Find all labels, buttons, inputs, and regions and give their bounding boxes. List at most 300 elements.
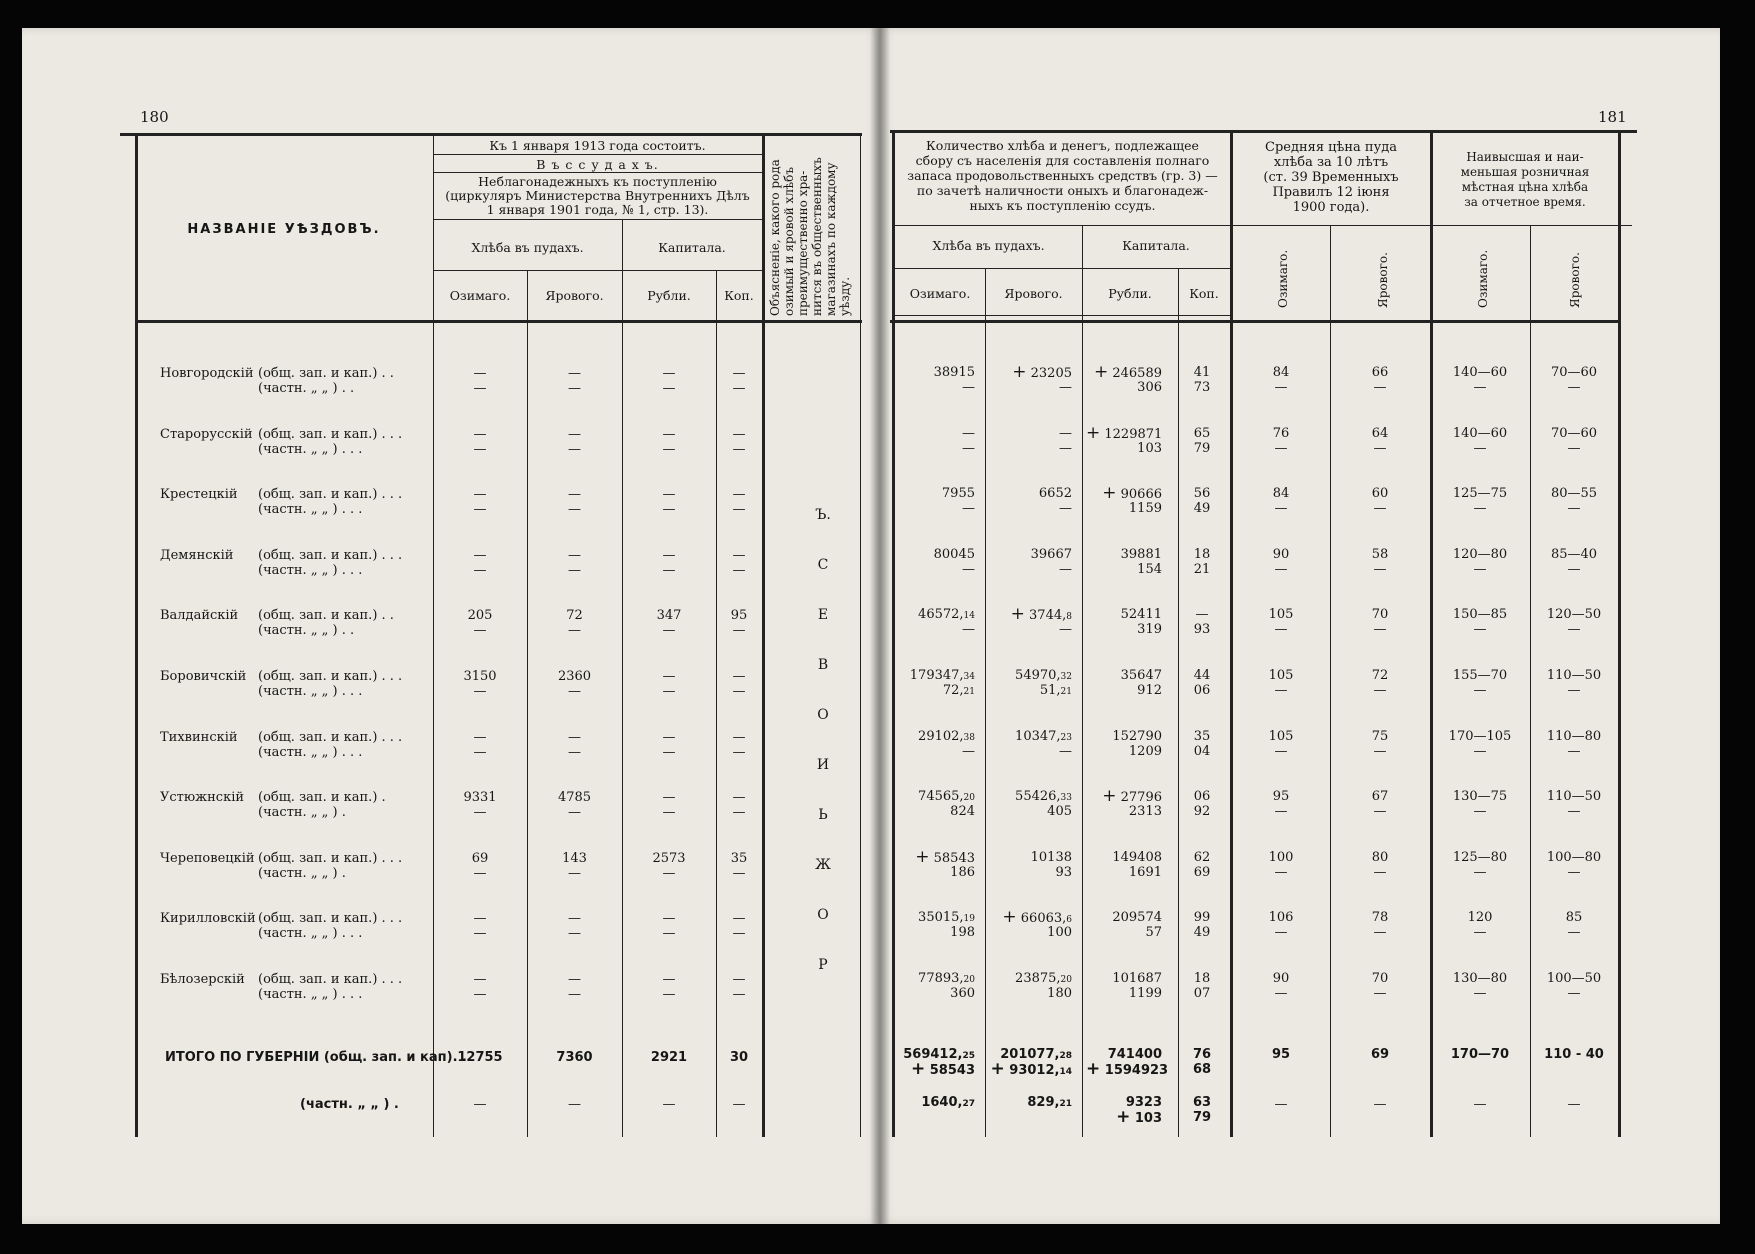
price-dash: — <box>1373 380 1387 395</box>
spring-header-3: Ярового. <box>1376 252 1390 308</box>
price-dash: — <box>1473 440 1487 456</box>
loan-value-private: — <box>473 441 487 457</box>
loan-value-private: — <box>732 684 746 699</box>
page-number-left: 180 <box>140 108 169 126</box>
due-value: + 58543 <box>915 846 975 867</box>
due-value: 38915 <box>933 365 975 380</box>
loan-value-private: — <box>732 381 746 396</box>
due-value-private: — <box>962 743 975 759</box>
price-value: 150—85 <box>1452 607 1508 623</box>
loan-value: — <box>662 911 676 927</box>
vertical-note-letter: О <box>817 907 829 923</box>
loan-value: — <box>473 426 487 442</box>
spring-header: Ярового. <box>545 288 604 303</box>
total-price-value-private: — <box>1473 1097 1487 1112</box>
total-loan-value: 30 <box>729 1050 749 1065</box>
loan-value-private: — <box>568 987 581 1002</box>
loan-value-private: — <box>732 623 746 639</box>
total-due-value-4: 79 <box>1192 1110 1212 1125</box>
due-value-private: 69 <box>1193 864 1211 880</box>
due-value-private: 306 <box>1137 380 1162 395</box>
price-dash: — <box>1373 501 1387 517</box>
kopecks-header-2: Коп. <box>1189 286 1219 301</box>
row-qualifier-public: (общ. зап. и кап.) . . . <box>258 972 403 987</box>
price-dash: — <box>1567 561 1581 577</box>
price-dash: — <box>1274 561 1288 577</box>
row-qualifier-public: (общ. зап. и кап.) . . . <box>258 669 403 684</box>
loan-value: — <box>732 729 746 745</box>
price-dash: — <box>1373 804 1387 820</box>
price-dash: — <box>1473 804 1487 820</box>
vertical-note-letter: Ж <box>815 857 831 873</box>
price-dash: — <box>1567 743 1581 759</box>
due-value: — <box>1059 425 1072 441</box>
loan-value: 72 <box>566 608 583 624</box>
price-dash: — <box>1567 925 1581 941</box>
price-dash: — <box>1473 925 1487 941</box>
due-value: 55426,33 <box>1015 789 1072 805</box>
winter-header: Озимаго. <box>449 288 511 303</box>
due-value: 6652 <box>1038 486 1072 502</box>
loan-value: 95 <box>730 608 748 624</box>
loan-value-private: — <box>568 502 581 518</box>
loan-value-private: — <box>568 926 581 942</box>
loan-value: — <box>662 729 676 745</box>
price-value: 130—80 <box>1452 971 1508 986</box>
price-value: 85—40 <box>1550 546 1598 562</box>
district-column-title: НАЗВАНІЕ УѢЗДОВЪ. <box>187 222 381 237</box>
total-price-value: 110 - 40 <box>1544 1047 1604 1062</box>
row-qualifier-public: (общ. зап. и кап.) . . . <box>258 547 403 563</box>
loan-value-private: — <box>732 744 746 760</box>
spring-header-4: Ярового. <box>1568 252 1582 308</box>
due-value-private: 49 <box>1193 925 1211 941</box>
due-value-private: — <box>1059 561 1072 577</box>
row-qualifier-private: (частн. „ „ ) . <box>258 865 346 881</box>
winter-header-2: Озимаго. <box>909 286 971 301</box>
price-value: 90 <box>1272 971 1290 986</box>
due-value-private: 73 <box>1193 380 1211 395</box>
price-dash: — <box>1567 380 1581 395</box>
price-value: 110—50 <box>1546 789 1602 805</box>
loan-value: — <box>662 790 676 806</box>
loan-value-private: — <box>662 805 676 821</box>
total-loan-value: 12755 <box>457 1050 503 1065</box>
total-due-value-3: 63 <box>1192 1095 1212 1110</box>
loan-value: — <box>473 487 487 503</box>
price-dash: — <box>1373 743 1387 759</box>
due-value-private: 07 <box>1193 986 1211 1001</box>
loan-value: — <box>473 972 487 987</box>
due-value-private: 405 <box>1047 804 1072 820</box>
loan-value-private: — <box>662 684 676 699</box>
price-value: 80—55 <box>1550 486 1598 502</box>
due-value-private: 49 <box>1193 501 1211 517</box>
price-value: 125—80 <box>1452 849 1508 865</box>
total-due-value-2: 68 <box>1192 1062 1212 1077</box>
loan-value: 69 <box>471 850 489 866</box>
grain-poods-header: Хлѣба въ пудахъ. <box>471 240 584 255</box>
loan-value: 2360 <box>557 669 592 684</box>
vertical-note-letter: Е <box>817 607 829 623</box>
loan-value-private: — <box>568 744 581 760</box>
loan-value-private: — <box>568 684 581 699</box>
price-dash: — <box>1373 683 1387 698</box>
price-dash: — <box>1567 440 1581 456</box>
loan-value: — <box>732 972 746 987</box>
loan-value-private: — <box>662 562 676 578</box>
page-number-right: 181 <box>1598 108 1627 126</box>
price-value: 100 <box>1268 849 1294 865</box>
loan-value: 3150 <box>463 669 497 684</box>
loan-value-private: — <box>662 441 676 457</box>
district-name: Валдайскій <box>160 608 239 624</box>
loan-value-private: — <box>662 926 676 942</box>
kopecks-header: Коп. <box>724 288 754 303</box>
price-value: 105 <box>1268 668 1294 683</box>
price-value: 58 <box>1371 546 1389 562</box>
district-name: Кирилловскій <box>160 911 256 927</box>
price-dash: — <box>1473 561 1487 577</box>
loan-value: — <box>473 729 487 745</box>
vertical-note-letter: И <box>816 757 830 773</box>
district-name: Устюжнскій <box>160 790 245 806</box>
due-value: 44 <box>1193 668 1211 683</box>
price-dash: — <box>1567 501 1581 517</box>
due-value-private: 180 <box>1047 986 1072 1001</box>
grain-poods-header-2: Хлѣба въ пудахъ. <box>932 238 1045 253</box>
total-loan-value: 2921 <box>650 1050 688 1065</box>
due-value: 149408 <box>1112 849 1162 865</box>
row-qualifier-public: (общ. зап. и кап.) . . <box>258 608 394 624</box>
total-due-value-3: 829,21 <box>1027 1095 1072 1110</box>
due-value: 10138 <box>1030 849 1072 865</box>
price-dash: — <box>1473 864 1487 880</box>
price-dash: — <box>1274 743 1288 759</box>
total-loan-value-private: — <box>662 1097 676 1112</box>
due-value-private: — <box>962 561 975 577</box>
capital-header: Капитала. <box>658 240 726 255</box>
loan-value-private: — <box>662 502 676 518</box>
total-price-value-private: — <box>1373 1097 1387 1112</box>
total-price-value-private: — <box>1567 1097 1581 1112</box>
loan-value-private: — <box>473 926 487 942</box>
price-value: 120—80 <box>1452 546 1508 562</box>
loan-value: — <box>473 366 487 381</box>
price-value: 70—60 <box>1550 365 1598 380</box>
loan-value: — <box>732 366 746 381</box>
loan-value: — <box>568 426 581 442</box>
due-value: + 246589 <box>1093 362 1162 382</box>
district-name: Боровичскій <box>160 669 247 684</box>
due-value-private: — <box>1059 440 1072 456</box>
loan-value: — <box>732 790 746 806</box>
due-value-private: — <box>1059 743 1072 759</box>
due-value-private: 1199 <box>1128 986 1162 1001</box>
district-name: Демянскій <box>160 547 234 563</box>
total-price-value-private: — <box>1274 1097 1288 1112</box>
vertical-note-letter: Ъ. <box>815 507 831 523</box>
price-dash: — <box>1567 683 1581 698</box>
total-due-value: 76 <box>1192 1047 1212 1062</box>
loan-value: — <box>732 426 746 442</box>
price-dash: — <box>1274 380 1288 395</box>
due-value: + 23205 <box>1012 362 1072 382</box>
row-qualifier-public: (общ. зап. и кап.) . . <box>258 366 394 381</box>
rubles-header: Рубли. <box>647 288 691 303</box>
district-name: Бѣлозерскій <box>160 972 245 987</box>
loan-value: — <box>732 669 746 684</box>
price-value: 100—80 <box>1546 849 1602 865</box>
due-value: 23875,20 <box>1015 971 1072 986</box>
loan-value-private: — <box>662 865 676 881</box>
price-dash: — <box>1373 440 1387 456</box>
due-value-private: 154 <box>1137 561 1162 577</box>
due-value-private: 912 <box>1137 683 1162 698</box>
total-label-private: (частн. „ „ ) . <box>300 1097 399 1112</box>
capital-header-2: Капитала. <box>1122 238 1190 253</box>
row-qualifier-private: (частн. „ „ ) . . <box>258 623 355 639</box>
total-due-value-2: + 1594923 <box>1086 1059 1169 1079</box>
due-value: 101687 <box>1112 971 1162 986</box>
price-value: 64 <box>1371 425 1389 441</box>
loan-value-private: — <box>473 865 487 881</box>
price-value: 76 <box>1272 425 1290 441</box>
due-value: 152790 <box>1112 728 1162 744</box>
due-value-private: 1209 <box>1128 743 1162 759</box>
price-dash: — <box>1274 501 1288 517</box>
due-value-private: 57 <box>1145 925 1162 941</box>
price-dash: — <box>1373 561 1387 577</box>
winter-header-4: Озимаго. <box>1476 249 1490 308</box>
loan-value: 205 <box>467 608 493 624</box>
due-value-private: — <box>962 440 975 456</box>
due-value: 10347,23 <box>1015 728 1072 744</box>
price-dash: — <box>1473 622 1487 638</box>
row-qualifier-private: (частн. „ „ ) . . . <box>258 987 363 1002</box>
price-value: 100—50 <box>1546 971 1602 986</box>
amount-due-header: Количество хлѣба и денегъ, подлежащее сбору съ населенія для составленія полнаго запаса продовольственныхъ средствъ (гр. 3) — по зачетѣ наличности оныхъ и благонадеж- ныхъ къ поступленію ссудъ. <box>907 138 1218 213</box>
price-dash: — <box>1373 622 1387 638</box>
price-value: 78 <box>1371 910 1389 926</box>
loan-value-private: — <box>732 562 746 578</box>
due-value: 39881 <box>1120 546 1162 562</box>
loan-value: — <box>473 547 487 563</box>
total-loan-value-private: — <box>568 1097 581 1112</box>
price-value: 84 <box>1272 486 1290 502</box>
loan-value: — <box>568 547 581 563</box>
row-qualifier-public: (общ. зап. и кап.) . <box>258 790 386 806</box>
vertical-note-letter: Р <box>818 957 828 973</box>
spring-header-2: Ярового. <box>1004 286 1063 301</box>
due-value: + 1229871 <box>1086 422 1163 443</box>
loan-value-private: — <box>473 502 487 518</box>
total-price-value: 69 <box>1370 1047 1390 1062</box>
row-qualifier-private: (частн. „ „ ) . . . <box>258 562 363 578</box>
loan-value-private: — <box>568 865 581 881</box>
total-due-value-2: + 93012,14 <box>990 1059 1072 1079</box>
due-value-private: — <box>1059 380 1072 395</box>
total-due-value-3: 1640,27 <box>921 1095 975 1110</box>
price-value: 140—60 <box>1452 425 1508 441</box>
price-value: 120—50 <box>1546 607 1602 623</box>
price-value: 85 <box>1565 910 1583 926</box>
vertical-note-letter: Ь <box>818 807 828 823</box>
due-value-private: 1159 <box>1128 501 1162 517</box>
price-value: 70—60 <box>1550 425 1598 441</box>
loan-value-private: — <box>568 441 581 457</box>
due-value-private: 824 <box>950 804 975 820</box>
row-qualifier-private: (частн. „ „ ) . . . <box>258 926 363 942</box>
loan-value-private: — <box>732 805 746 821</box>
price-value: 130—75 <box>1452 789 1508 805</box>
price-value: 80 <box>1371 849 1389 865</box>
due-value: — <box>1195 607 1209 623</box>
loan-value-private: — <box>662 381 676 396</box>
price-value: 60 <box>1371 486 1389 502</box>
total-due-value: 569412,25 <box>903 1047 975 1062</box>
due-value-private: 319 <box>1137 622 1162 638</box>
price-value: 84 <box>1272 365 1290 380</box>
row-qualifier-private: (частн. „ „ ) . . . <box>258 502 363 518</box>
district-name: Старорусскій <box>160 426 253 442</box>
avg-price-header: Средняя цѣна пуда хлѣба за 10 лѣтъ (ст. 39 Временныхъ Правилъ 12 іюня 1900 года). <box>1263 140 1399 215</box>
loan-value: 143 <box>562 850 587 866</box>
price-dash: — <box>1567 804 1581 820</box>
price-value: 106 <box>1268 910 1294 926</box>
explanation-header: Объясненіе, какого рода озимый и яровой хлѣбъ преимущественно хра- нится въ общественныхъ магазинахъ по каждому уѣзду. <box>768 157 852 316</box>
loan-value-private: — <box>732 987 746 1002</box>
total-due-value-3: 9323 <box>1125 1095 1162 1110</box>
due-value-private: 103 <box>1137 440 1162 456</box>
price-dash: — <box>1473 986 1487 1001</box>
loan-value-private: — <box>732 441 746 457</box>
due-value: 46572,14 <box>918 607 975 623</box>
loan-value: — <box>732 487 746 503</box>
price-dash: — <box>1274 864 1288 880</box>
row-qualifier-private: (частн. „ „ ) . . . <box>258 441 363 457</box>
total-due-value-4: + 103 <box>1116 1107 1162 1127</box>
due-value: — <box>962 425 975 441</box>
unreliable-header: Неблагонадежныхъ къ поступленію (циркуляръ Министерства Внутреннихъ Дѣлъ 1 января 1901 года, № 1, стр. 13). <box>445 174 750 217</box>
due-value-private: 79 <box>1193 440 1211 456</box>
row-qualifier-public: (общ. зап. и кап.) . . . <box>258 911 403 927</box>
price-value: 70 <box>1371 971 1389 986</box>
price-dash: — <box>1274 683 1288 698</box>
total-due-value: 741400 <box>1107 1047 1162 1062</box>
due-value-private: — <box>1059 501 1072 517</box>
loan-value-private: — <box>662 987 676 1002</box>
price-dash: — <box>1373 925 1387 941</box>
vertical-note-letter: С <box>817 557 829 573</box>
due-value-private: — <box>1059 622 1072 638</box>
due-value: 18 <box>1193 546 1211 562</box>
total-due-value: 201077,28 <box>1000 1047 1072 1062</box>
price-value: 110—80 <box>1546 728 1602 744</box>
due-value-private: 100 <box>1047 925 1072 941</box>
price-dash: — <box>1373 864 1387 880</box>
loan-value: — <box>568 972 581 987</box>
price-dash: — <box>1274 440 1288 456</box>
price-dash: — <box>1274 804 1288 820</box>
total-price-value: 95 <box>1271 1047 1291 1062</box>
price-value: 90 <box>1272 546 1290 562</box>
price-value: 105 <box>1268 607 1294 623</box>
loan-value: — <box>662 547 676 563</box>
book-gutter <box>870 28 890 1224</box>
price-dash: — <box>1473 743 1487 759</box>
loan-value-private: — <box>568 623 581 639</box>
due-value-private: 186 <box>950 864 975 880</box>
due-value: 39667 <box>1030 546 1072 562</box>
due-value: 52411 <box>1120 607 1162 623</box>
row-qualifier-private: (частн. „ „ ) . . . <box>258 684 363 699</box>
due-value: 54970,32 <box>1015 668 1072 683</box>
price-value: 72 <box>1371 668 1389 683</box>
vertical-note-letter: В <box>817 657 829 673</box>
due-value-private: — <box>962 501 975 517</box>
loan-value-private: — <box>732 502 746 518</box>
due-value-private: 72,21 <box>942 683 975 698</box>
price-value: 75 <box>1371 728 1389 744</box>
district-name: Череповецкій <box>160 850 255 866</box>
loan-value-private: — <box>473 744 487 760</box>
due-value: 77893,20 <box>918 971 975 986</box>
price-dash: — <box>1373 986 1387 1001</box>
price-value: 170—105 <box>1448 728 1512 744</box>
row-qualifier-private: (частн. „ „ ) . . <box>258 381 355 396</box>
due-value: + 90666 <box>1102 483 1162 504</box>
price-value: 125—75 <box>1452 486 1508 502</box>
price-value: 105 <box>1268 728 1294 744</box>
row-qualifier-public: (общ. зап. и кап.) . . . <box>258 426 403 442</box>
due-value: 35015,19 <box>918 910 975 926</box>
due-value: 65 <box>1193 425 1211 441</box>
price-dash: — <box>1274 622 1288 638</box>
loan-value: 2573 <box>652 850 686 866</box>
price-value: 70 <box>1371 607 1389 623</box>
loan-value: 4785 <box>557 790 592 806</box>
due-value: 29102,38 <box>918 728 975 744</box>
row-qualifier-private: (частн. „ „ ) . <box>258 805 346 821</box>
district-name: Тихвинскій <box>160 729 238 745</box>
loan-value: — <box>568 487 581 503</box>
max-min-price-header: Наивысшая и наи- меньшая розничная мѣстная цѣна хлѣба за отчетное время. <box>1460 150 1590 209</box>
price-dash: — <box>1473 501 1487 517</box>
loan-value: 35 <box>730 850 748 866</box>
loan-value: 9331 <box>463 790 497 806</box>
loan-value-private: — <box>473 381 487 396</box>
due-value-private: 2313 <box>1128 804 1162 820</box>
price-value: 120 <box>1467 910 1493 926</box>
loan-value: — <box>662 426 676 442</box>
due-value: 35647 <box>1120 668 1162 683</box>
loan-value: — <box>568 729 581 745</box>
loan-value: — <box>662 487 676 503</box>
due-value-private: 21 <box>1193 561 1211 577</box>
loan-value: — <box>473 911 487 927</box>
winter-header-3: Озимаго. <box>1276 249 1290 308</box>
price-value: 66 <box>1371 365 1389 380</box>
price-value: 110—50 <box>1546 668 1602 683</box>
loan-value-private: — <box>568 381 581 396</box>
loan-value-private: — <box>732 926 746 942</box>
price-dash: — <box>1567 864 1581 880</box>
due-value-private: 93 <box>1193 622 1211 638</box>
loan-value-private: — <box>662 623 676 639</box>
row-qualifier-public: (общ. зап. и кап.) . . . <box>258 729 403 745</box>
loan-value: — <box>732 547 746 563</box>
